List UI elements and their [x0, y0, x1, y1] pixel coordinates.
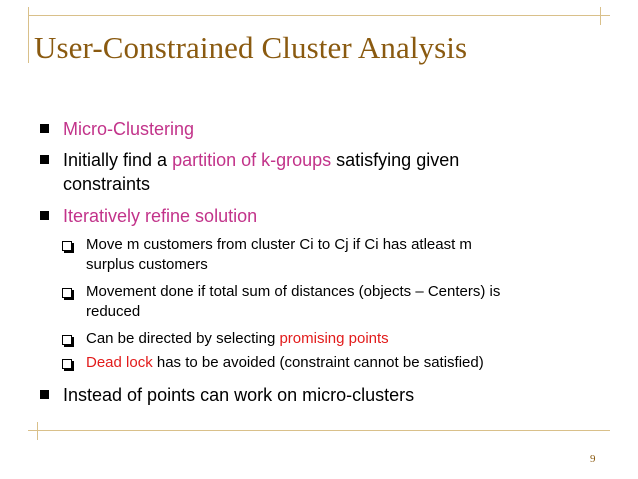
bottom-rule: [28, 430, 610, 431]
bullet-micro-clustering: Micro-Clustering: [63, 119, 195, 139]
top-left-rule: [28, 7, 29, 63]
bullet-initially-find: [63, 148, 459, 172]
sub-bullet-dead-lock: [86, 353, 484, 373]
page-number: 9: [590, 453, 596, 465]
box-bullet-icon: [62, 359, 72, 369]
sub-bullet-movement-done-line2: reduced: [86, 303, 141, 320]
sub-bullet-can-be-directed: [86, 329, 389, 349]
sub-bullet-text: Can be directed by selecting: [86, 330, 280, 347]
bullet-iteratively-refine: Iteratively refine solution: [63, 206, 258, 226]
bullet-initially-find-line2: constraints: [63, 174, 151, 194]
box-bullet-icon: [62, 288, 72, 298]
square-bullet-icon: [40, 124, 49, 133]
sub-bullet-text: has to be avoided (constraint cannot be satisfied): [152, 354, 484, 371]
slide-title: User-Constrained Cluster Analysis: [34, 30, 468, 65]
bottom-left-rule: [37, 422, 38, 440]
sub-bullet-move-customers-line2: surplus customers: [86, 256, 208, 273]
bullet-text: Initially find a: [63, 150, 173, 170]
top-right-rule: [600, 7, 601, 25]
top-rule: [28, 15, 610, 16]
square-bullet-icon: [40, 390, 49, 399]
square-bullet-icon: [40, 155, 49, 164]
box-bullet-icon: [62, 241, 72, 251]
square-bullet-icon: [40, 211, 49, 220]
box-bullet-icon: [62, 335, 72, 345]
sub-bullet-move-customers: Move m customers from cluster Ci to Cj if Ci has atleast m: [86, 236, 472, 253]
bullet-instead-of-points: Instead of points can work on micro-clusters: [63, 385, 415, 405]
bullet-text: satisfying given: [331, 150, 460, 170]
dead-lock-highlight: Dead lock: [86, 354, 153, 371]
partition-highlight: partition of k-groups: [172, 150, 332, 170]
promising-points-highlight: promising points: [279, 330, 389, 347]
sub-bullet-movement-done: Movement done if total sum of distances (objects – Centers) is: [86, 283, 501, 300]
